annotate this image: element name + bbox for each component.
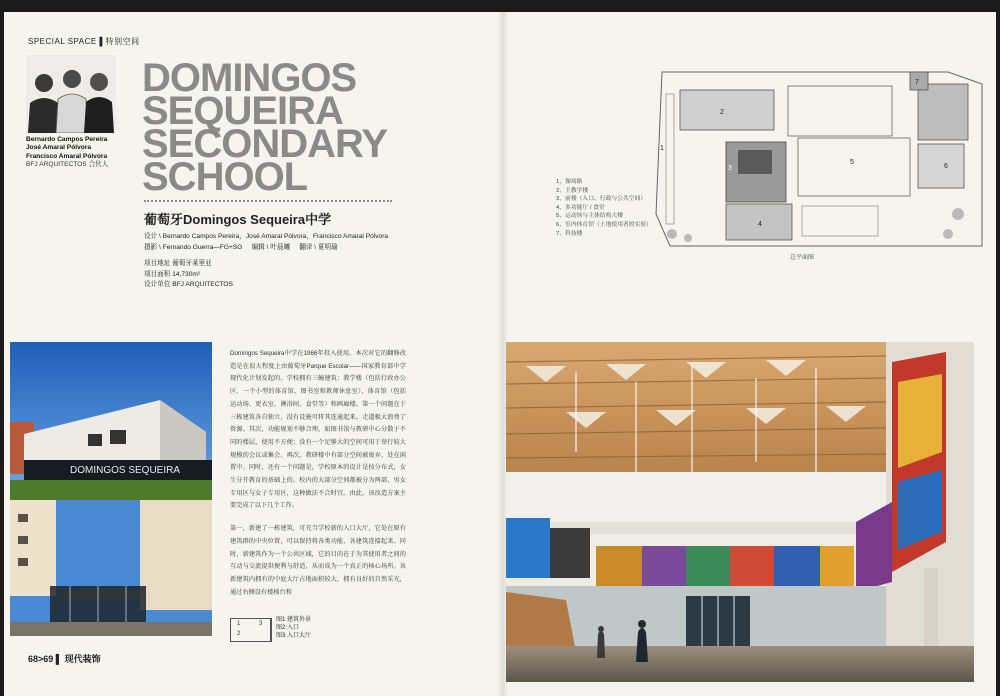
exterior-photo: [10, 342, 212, 500]
entrance-photo: [10, 500, 212, 636]
legend-item: 5、运动场与主体结构大楼: [556, 213, 623, 220]
article-subtitle: 葡萄牙Domingos Sequeira中学: [144, 212, 332, 227]
credit-photo: 摄影 \ Fernando Guerra—FG+SG: [144, 244, 243, 251]
title-line: SCHOOL: [142, 155, 308, 199]
article-body: [230, 348, 406, 599]
body-paragraph: Domingos Sequeira中学在1966年投入使用。本次对它的翻修改造是在很大程度上由葡萄牙Parque Escolar——国家教育部中学现代化计划发起的。学校拥有三幢建筑：教学楼（包括行政办公区、一个小型的体育馆、图书室和教师休息室）、体育馆（包括运动场、更衣室、淋浴间、食堂等）和画廊楼。第一个问题在于三栋建筑各自独立，没有设施可将其连通起来。走道极大浪费了资源。其次，功能规划不够合理，如图书馆与教研中心分散于不同的楼层，使用不方便；没有一个足够大的空间可用于举行较大规模的会议或集会。再次，教研楼中有部分空间被废弃，处在闲置中。同时，还有一个问题是，学校原本的设计是按分布式，女生分开教育的基础上的。校内的大部分空间都被分为两部，男女专用区与女子专用区，这种做法不合时宜。由此，该改造方案主要完成了以下几个工作。: [230, 350, 406, 510]
caption-number: 3: [259, 621, 263, 627]
plan-label: 7: [915, 79, 919, 86]
caption-number: 2: [237, 631, 241, 637]
plan-label: 2: [720, 109, 724, 116]
legend-item: 6、室内体育馆（土地使用者的实验）: [556, 221, 652, 228]
credit-translator: 翻译 \ 夏明瑜: [299, 244, 338, 251]
architect-name: José Amaral Pólvora: [26, 144, 91, 152]
section-label-en: SPECIAL SPACE: [28, 37, 97, 46]
magazine-name: 现代装饰: [64, 654, 101, 664]
plan-legend: [556, 178, 652, 238]
caption-number: 1: [237, 621, 241, 627]
architect-names: [26, 136, 108, 170]
architects-portrait: [26, 55, 116, 133]
body-paragraph: 第一，新建了一栋建筑，可充当学校新的入口大厅，它处在原有建筑群的中央位置，可以保持将各类功能、各建筑连接起来。同时，新建筑作为一个公共区域，它的目的在于为其使用者之间的互动与交流提供便利与舒适，从而成为一个真正的核心场所。该新建筑内拥有的中庭大厅占地面积较大，拥有良好的自然采光，通过右侧设有楼梯台和: [230, 525, 406, 596]
plan-label: 6: [944, 163, 948, 170]
legend-item: 2、主教学楼: [556, 187, 589, 194]
legend-item: 3、前楼（入口、行政与公共空间）: [556, 196, 647, 203]
title-line: SEQUEIRA: [142, 89, 343, 133]
caption-line: 图3 入口大厅: [276, 633, 312, 639]
plan-label: 1: [660, 145, 664, 152]
title-line: SECONDARY: [142, 122, 388, 166]
credit-row: [144, 242, 388, 253]
architect-name: Bernardo Campos Pereira: [26, 136, 108, 143]
legend-item: 7、科技楼: [556, 230, 583, 237]
building-sign: DOMINGOS SEQUEIRA: [70, 465, 181, 476]
magazine-spread: [4, 12, 996, 696]
meta-location: 项目地址 葡萄牙莱里亚: [144, 260, 212, 267]
section-header: SPECIAL SPACE ▌特别空间: [28, 37, 140, 46]
architect-firm: BFJ ARQUITECTOS 合伙人: [26, 161, 109, 169]
page-numbers: 68>69: [28, 654, 54, 664]
project-meta: [144, 259, 233, 291]
credit-editor: 编辑 \ 叶晨曦: [251, 244, 291, 251]
article-title: [142, 56, 388, 199]
photo-captions: [276, 616, 311, 640]
plan-caption: 总平面图: [790, 255, 815, 261]
credits-block: [144, 231, 388, 253]
architect-name: Francisco Amaral Pólvora: [26, 152, 108, 160]
caption-line: 图2 入口: [276, 625, 300, 631]
site-plan: [648, 64, 990, 252]
page-folio: 68>69 ▌ 现代装饰: [28, 654, 101, 664]
atrium-photo: [506, 342, 974, 682]
meta-area: 项目面积 14,730m²: [144, 270, 201, 278]
plan-label: 5: [850, 159, 854, 166]
dotted-divider: [144, 200, 392, 202]
caption-divider: [270, 618, 271, 642]
plan-label: 3: [728, 165, 732, 172]
plan-label: 4: [758, 221, 762, 228]
legend-item: 4、多功能厅 / 食堂: [556, 204, 605, 211]
section-label-zh: 特别空间: [105, 37, 140, 46]
caption-line: 图1 建筑外景: [276, 617, 312, 623]
caption-index-box: [230, 618, 272, 642]
legend-item: 1、操场路: [556, 179, 583, 185]
meta-firm: 设计单位 BFJ ARQUITECTOS: [144, 281, 233, 288]
title-line: DOMINGOS: [142, 56, 357, 100]
credit-design: 设计 \ Bernardo Campos Pereira，José Amaral Pólvora，Francisco Amaral Pólvora: [144, 233, 389, 240]
